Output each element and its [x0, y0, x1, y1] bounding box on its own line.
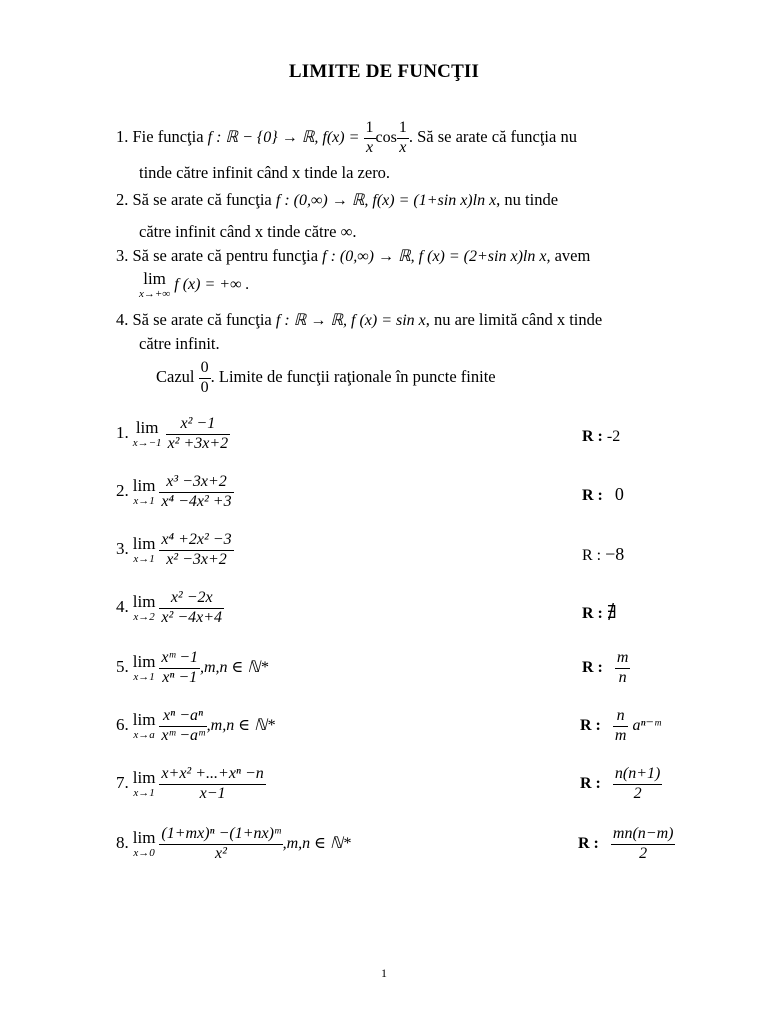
answer-1: R : -2 [582, 428, 621, 445]
limit-exercise-2: 2. lim x→1 $\frac{\text{x³ −3x+2}}{\text{x⁴ −4x² +3}}$ [116, 473, 232, 510]
section-heading: Cazul $\frac{0}{0}$ . Limite de funcţii raţionale în puncte finite [156, 359, 496, 396]
limit-operator: lim x→2 [132, 592, 156, 624]
problem-text: Să se arate că funcţia [132, 190, 272, 209]
limit-exercise-8: 8. lim x→0 $\frac{\text{(1+mx)ⁿ −(1+nx)ᵐ}}{\text{x²}}$ ,m,n ∈ ℕ* [116, 825, 351, 862]
limit-exercise-1: 1. lim x→−1 $\frac{\text{x² −1}}{\text{x² +3x+2}}$ [116, 415, 229, 452]
fraction: $\frac{m}{n}$ [616, 649, 629, 686]
limit-operator: lim x→+∞ [139, 269, 171, 300]
problem-text: , nu are limită când x tinde [425, 310, 603, 329]
problem-number: 2. [116, 190, 129, 209]
limit-exercise-5: 5. lim x→1 $\frac{\text{xᵐ −1}}{\text{xⁿ −1}}$ ,m,n ∈ ℕ* [116, 649, 269, 686]
limit-exercise-3: 3. lim x→1 $\frac{\text{x⁴ +2x² −3}}{\text{x² −3x+2}}$ [116, 531, 232, 568]
fraction: $\frac{\text{x² −2x}}{\text{x² −4x+4}}$ [161, 589, 223, 626]
fraction: $\frac{1}{x}$ [398, 119, 407, 156]
problem-text: Fie funcţia [132, 127, 204, 147]
limit-operator: lim x→0 [132, 828, 156, 860]
problem-text: Să se arate că pentru funcţia [132, 246, 319, 265]
problem-number: 3. [116, 246, 129, 265]
limit-exercise-7: 7. lim x→1 $\frac{\text{x+x² +...+xⁿ −n}}{x-1}$ [116, 765, 264, 802]
function-definition: f : (0,∞) → ℝ, f (x) = (2+sin x)ln x, [322, 248, 551, 265]
function-definition: f : (0,∞) → ℝ, f(x) = (1+sin x)ln x [275, 192, 497, 209]
answer-2: R : 0 [582, 484, 624, 504]
fraction: $\frac{\text{x³ −3x+2}}{\text{x⁴ −4x² +3}}$ [161, 473, 232, 510]
page-number: 1 [381, 966, 387, 980]
page-title: LIMITE DE FUNCŢII [288, 61, 480, 82]
problem-4-line-2: către infinit. [139, 334, 220, 353]
problem-text: . Să se arate că funcţia nu [408, 127, 577, 147]
fraction: $\frac{0}{0}$ [200, 359, 209, 396]
problem-2-line-1 [116, 190, 558, 210]
answer-6: R : $\frac{n}{m}$ aⁿ⁻ᵐ [580, 707, 661, 744]
fraction: $\frac{\text{xⁿ −aⁿ}}{\text{xᵐ −aᵐ}}$ [161, 707, 205, 744]
fraction: $\frac{\text{(1+mx)ⁿ −(1+nx)ᵐ}}{\text{x²}}$ [161, 825, 281, 862]
problem-1-line-2: tinde către infinit când x tinde la zero. [139, 163, 391, 182]
function-definition: f : ℝ − {0} → ℝ, f(x) = [207, 129, 360, 147]
problem-3-line-1 [116, 246, 590, 266]
limit-operator: lim x→a [132, 710, 156, 742]
fraction: $\frac{\text{xᵐ −1}}{\text{xⁿ −1}}$ [161, 649, 198, 686]
answer-3: R : −8 [582, 544, 625, 564]
problem-number: 1. [116, 127, 129, 147]
fraction: $\frac{n(n+1)}{2}$ [614, 765, 661, 802]
fraction: $\frac{\text{x² −1}}{\text{x² +3x+2}}$ [167, 415, 229, 452]
answer-4: R : ∄ [582, 602, 617, 622]
limit-operator: lim x→1 [132, 476, 156, 508]
limit-exercise-6: 6. lim x→a $\frac{\text{xⁿ −aⁿ}}{\text{xᵐ −aᵐ}}$ ,m,n ∈ ℕ* [116, 707, 275, 744]
fraction: $\frac{\text{x+x² +...+xⁿ −n}}{x-1}$ [161, 765, 264, 802]
function-definition: f : ℝ → ℝ, f (x) = sin x [275, 312, 426, 329]
limit-operator: lim x→1 [132, 534, 156, 566]
answer-8: R : $\frac{mn(n-m)}{2}$ [578, 825, 674, 862]
fraction: $\frac{\text{x⁴ +2x² −3}}{\text{x² −3x+2}}$ [161, 531, 232, 568]
problem-text: Să se arate că funcţia [132, 310, 272, 329]
problem-4-line-1 [116, 310, 602, 330]
answer-7: R : $\frac{n(n+1)}{2}$ [580, 765, 661, 802]
problem-2-line-2: către infinit când x tinde către ∞. [139, 222, 357, 241]
fraction: $\frac{n}{m}$ [614, 707, 627, 744]
problem-text: avem [554, 246, 591, 265]
problem-1-line-1: 1. Fie funcţia f : ℝ − {0} → ℝ, f(x) = $\frac{1}{x}$ cos $\frac{1}{x}$ . Să se arate că funcţia nu [116, 119, 577, 156]
limit-operator: lim x→1 [132, 768, 156, 800]
answer-5: R : $\frac{m}{n}$ [582, 649, 629, 686]
fraction: $\frac{1}{x}$ [365, 119, 374, 156]
limit-exercise-4: 4. lim x→2 $\frac{\text{x² −2x}}{\text{x² −4x+4}}$ [116, 589, 223, 626]
limit-operator: lim x→−1 [132, 418, 162, 450]
problem-3-line-2: lim x→+∞ f (x) = +∞ . [139, 269, 250, 300]
problem-text: , nu tinde [496, 190, 559, 209]
problem-number: 4. [116, 310, 129, 329]
fraction: $\frac{mn(n-m)}{2}$ [612, 825, 674, 862]
limit-operator: lim x→1 [132, 652, 156, 684]
